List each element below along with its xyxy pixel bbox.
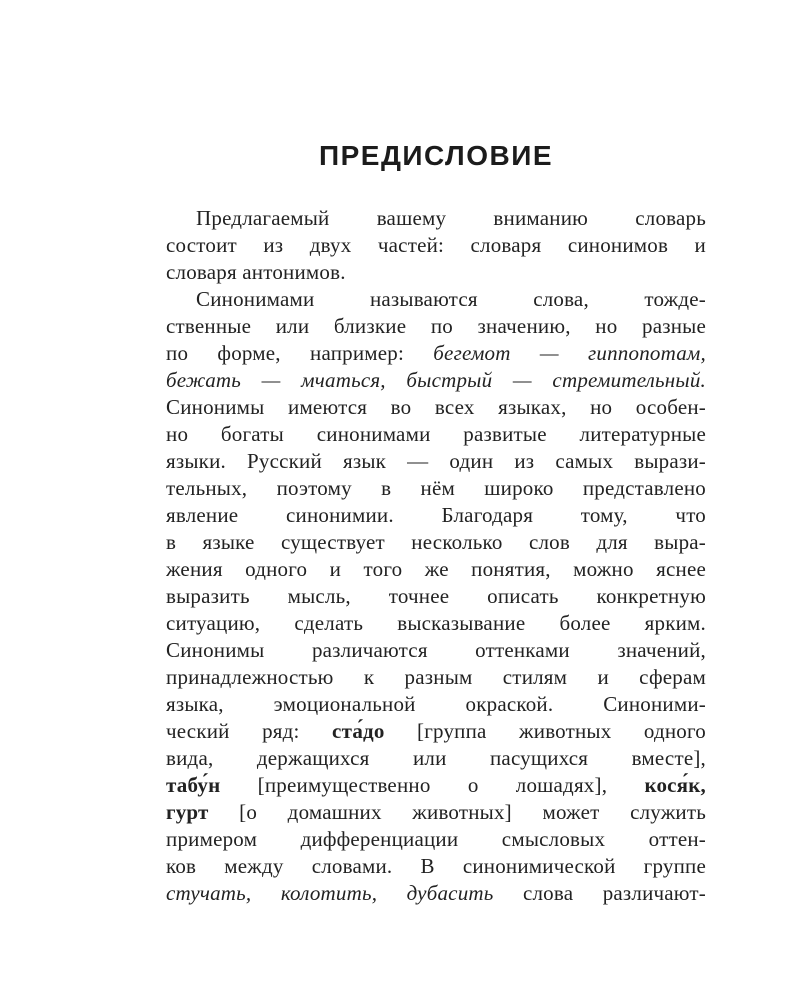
- text-line: [166, 691, 706, 718]
- text-segment: в языке существует несколько слов для выра-: [166, 530, 706, 554]
- text-line: [166, 340, 706, 367]
- text-line: [166, 448, 706, 475]
- text-segment: Предлагаемый вашему вниманию словарь: [196, 206, 706, 230]
- text-segment: но богаты синонимами развитые литературные: [166, 422, 706, 446]
- text-segment: Синонимы различаются оттенками значений,: [166, 638, 706, 662]
- text-segment: по форме, например:: [166, 341, 434, 365]
- text-segment: кося́к,: [644, 773, 706, 797]
- text-segment: Синонимами называются слова, тожде-: [196, 287, 706, 311]
- text-line: [166, 502, 706, 529]
- text-line: [166, 421, 706, 448]
- text-segment: словаря антонимов.: [166, 260, 346, 284]
- text-segment: [преимущественно о лошадях],: [220, 773, 645, 797]
- text-segment: слова различают-: [493, 881, 706, 905]
- text-line: [166, 880, 706, 907]
- text-line: [166, 205, 706, 232]
- text-segment: явление синонимии. Благодаря тому, что: [166, 503, 706, 527]
- text-segment: ста́до: [332, 719, 385, 743]
- text-block: [166, 140, 706, 907]
- text-line: [166, 637, 706, 664]
- text-segment: языки. Русский язык — один из самых вырази-: [166, 449, 706, 473]
- text-line: [166, 610, 706, 637]
- text-segment: табу́н: [166, 773, 221, 797]
- text-line: [166, 772, 706, 799]
- text-segment: стучать, колотить, дубасить: [166, 881, 494, 905]
- page-title: ПРЕДИСЛОВИЕ: [318, 140, 554, 171]
- text-line: [166, 745, 706, 772]
- text-segment: гурт: [166, 800, 209, 824]
- text-line: [166, 367, 706, 394]
- text-line: [166, 664, 706, 691]
- text-line: [166, 259, 706, 286]
- text-segment: жения одного и того же понятия, можно яснее: [166, 557, 706, 581]
- text-segment: Синонимы имеются во всех языках, но особен-: [166, 395, 706, 419]
- text-line: [166, 826, 706, 853]
- text-segment: вида, держащихся или пасущихся вместе],: [166, 746, 706, 770]
- text-segment: ческий ряд:: [166, 719, 333, 743]
- text-segment: состоит из двух частей: словаря синонимов и: [166, 233, 706, 257]
- text-line: [166, 313, 706, 340]
- text-segment: [о домашних животных] может служить: [208, 800, 706, 824]
- text-segment: примером дифференциации смысловых оттен-: [166, 827, 706, 851]
- text-line: [166, 853, 706, 880]
- text-segment: бегемот — гиппопотам,: [433, 341, 706, 365]
- text-line: [166, 799, 706, 826]
- text-segment: ситуацию, сделать высказывание более ярким.: [166, 611, 706, 635]
- text-segment: [группа животных одного: [384, 719, 706, 743]
- body-text: [166, 205, 706, 907]
- text-line: [166, 583, 706, 610]
- text-segment: тельных, поэтому в нём широко представлено: [166, 476, 706, 500]
- text-line: [166, 475, 706, 502]
- text-line: [166, 529, 706, 556]
- text-line: [166, 394, 706, 421]
- text-segment: языка, эмоциональной окраской. Синоними-: [166, 692, 706, 716]
- text-segment: выразить мысль, точнее описать конкретную: [166, 584, 706, 608]
- text-segment: ков между словами. В синонимической группе: [166, 854, 706, 878]
- text-line: [166, 286, 706, 313]
- text-segment: принадлежностью к разным стилям и сферам: [166, 665, 706, 689]
- text-line: [166, 556, 706, 583]
- text-line: [166, 718, 706, 745]
- text-line: [166, 232, 706, 259]
- text-segment: ственные или близкие по значению, но разные: [166, 314, 706, 338]
- text-segment: бежать — мчаться, быстрый — стремительный.: [166, 368, 706, 392]
